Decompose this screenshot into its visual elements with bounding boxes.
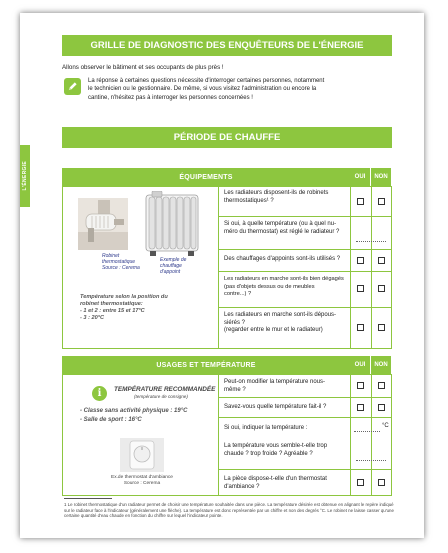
intro-text: Allons observer le bâtiment et ses occupants de plus près ! (62, 64, 224, 71)
side-tab (20, 145, 30, 207)
usage-question-4: La température vous semble-t-elle trop chaude ? trop froide ? Agréable ? (224, 443, 328, 457)
note-line: le technicien ou le gestionnaire. De même, si vous visitez l'administration ou encore la (88, 86, 317, 93)
yes-checkbox[interactable] (357, 479, 364, 486)
note-line: cantine, n'hésitez pas à interroger les personnes concernées ! (88, 94, 253, 101)
thermostat-caption: Ex.de thermostat d'ambiance Source : Cerema (111, 475, 173, 486)
divider (218, 397, 392, 398)
equipment-heading-label: ÉQUIPEMENTS (179, 173, 233, 181)
radiator-caption (160, 257, 186, 275)
usage-question-2: Savez-vous quelle température fait-il ? (224, 404, 327, 410)
equipment-question-1: Les radiateurs disposent-ils de robinets thermostatiques¹ ? (224, 190, 329, 204)
equipment-question-4: Les radiateurs en marche sont-ils bien dégagés (pas d'objets dessus ou de meubles contre...) ? (224, 276, 344, 298)
yes-checkbox[interactable] (357, 404, 364, 411)
note-text (88, 77, 388, 102)
yes-checkbox[interactable] (357, 382, 364, 389)
usage-question-5: La pièce dispose-t-elle d'un thermostat d'ambiance ? (224, 476, 327, 490)
yes-column-header: OUI (350, 356, 370, 374)
footnote: 1 Le robinet thermostatique d'un radiateur permet de choisir une température souhaitée dans une pièce. La température désirée est obtenue en alignant le repère indiqué sur le radiateur face à l'indicateur (généralement une flèche). La température est donc représentée par un chiffre et non des degrés °C. Le robinet ne laisse casser qu'une certaine quantité d'eau chaude en fonction du chiffre sur lequel l'indicateur pointe. (64, 502, 394, 519)
no-checkbox[interactable] (378, 257, 385, 264)
pencil-icon (64, 78, 81, 95)
yes-checkbox[interactable] (357, 257, 364, 264)
caption-line: Robinet thermostatique Source : Cerema (102, 253, 140, 271)
footnote-separator (64, 498, 112, 499)
valve-temperature-note: Température selon la position du robinet thermostatique: - 1 et 2 : entre 15 et 17°C - 3 : 20°C (80, 294, 168, 321)
caption-line: Exemple de chauffage d'appoint (160, 257, 187, 275)
side-tab-label: L'ÉNERGIE (22, 161, 28, 191)
usage-heading (62, 356, 350, 374)
no-checkbox[interactable] (378, 324, 385, 331)
valve-caption (102, 253, 140, 271)
equipment-heading (62, 168, 350, 186)
document-page (20, 13, 424, 538)
yes-checkbox[interactable] (357, 198, 364, 205)
usage-heading-label: USAGES ET TEMPÉRATURE (156, 361, 256, 369)
divider (371, 374, 372, 496)
temperature-sport: - Salle de sport : 16°C (80, 417, 142, 423)
thermostatic-valve-image (78, 198, 128, 250)
answer-line[interactable] (356, 241, 386, 242)
note-line: La réponse à certaines questions nécessite d'interroger certaines personnes, notamment (88, 78, 325, 84)
usage-question-3: Si oui, indiquer la température : (224, 425, 308, 431)
radiator-image (144, 191, 200, 257)
divider (218, 469, 392, 470)
equipment-question-5: Les radiateurs en marche sont-ils dépous- siérés ? (regarder entre le mur et le radiateur) (224, 312, 337, 334)
period-banner: PÉRIODE DE CHAUFFE (62, 127, 392, 148)
yes-checkbox[interactable] (357, 324, 364, 331)
recommended-temperature-subtitle: (température de consigne) (134, 394, 188, 399)
divider (350, 186, 351, 349)
room-thermostat-image (120, 438, 164, 472)
recommended-temperature-title: TEMPÉRATURE RECOMMANDÉE (114, 386, 216, 393)
answer-line[interactable] (356, 460, 386, 461)
no-checkbox[interactable] (378, 382, 385, 389)
divider (371, 186, 372, 349)
no-checkbox[interactable] (378, 198, 385, 205)
divider (218, 216, 392, 217)
yes-checkbox[interactable] (357, 285, 364, 292)
no-column-header: NON (371, 356, 391, 374)
divider (218, 307, 392, 308)
yes-column-header: OUI (350, 168, 370, 186)
divider (350, 374, 351, 496)
equipment-question-2: Si oui, à quelle température (ou à quel nu- méro du thermostat) est réglé le radiateur ? (224, 221, 340, 235)
no-checkbox[interactable] (378, 285, 385, 292)
info-icon: i (92, 386, 107, 401)
no-column-header: NON (371, 168, 391, 186)
usage-question-1: Peut-on modifier la température nous- même ? (224, 379, 326, 393)
celsius-unit: °C (382, 423, 389, 429)
page-title: GRILLE DE DIAGNOSTIC DES ENQUÊTEURS DE L'ÉNERGIE (62, 35, 392, 56)
divider (218, 186, 219, 349)
equipment-question-3: Des chauffages d'appoints sont-ils utilisés ? (224, 256, 341, 262)
no-checkbox[interactable] (378, 479, 385, 486)
divider (218, 249, 392, 250)
temperature-answer-line[interactable] (354, 431, 380, 432)
no-checkbox[interactable] (378, 404, 385, 411)
temperature-class: - Classe sans activité physique : 19°C (80, 408, 188, 414)
divider (218, 374, 219, 496)
divider (218, 417, 392, 418)
divider (218, 271, 392, 272)
